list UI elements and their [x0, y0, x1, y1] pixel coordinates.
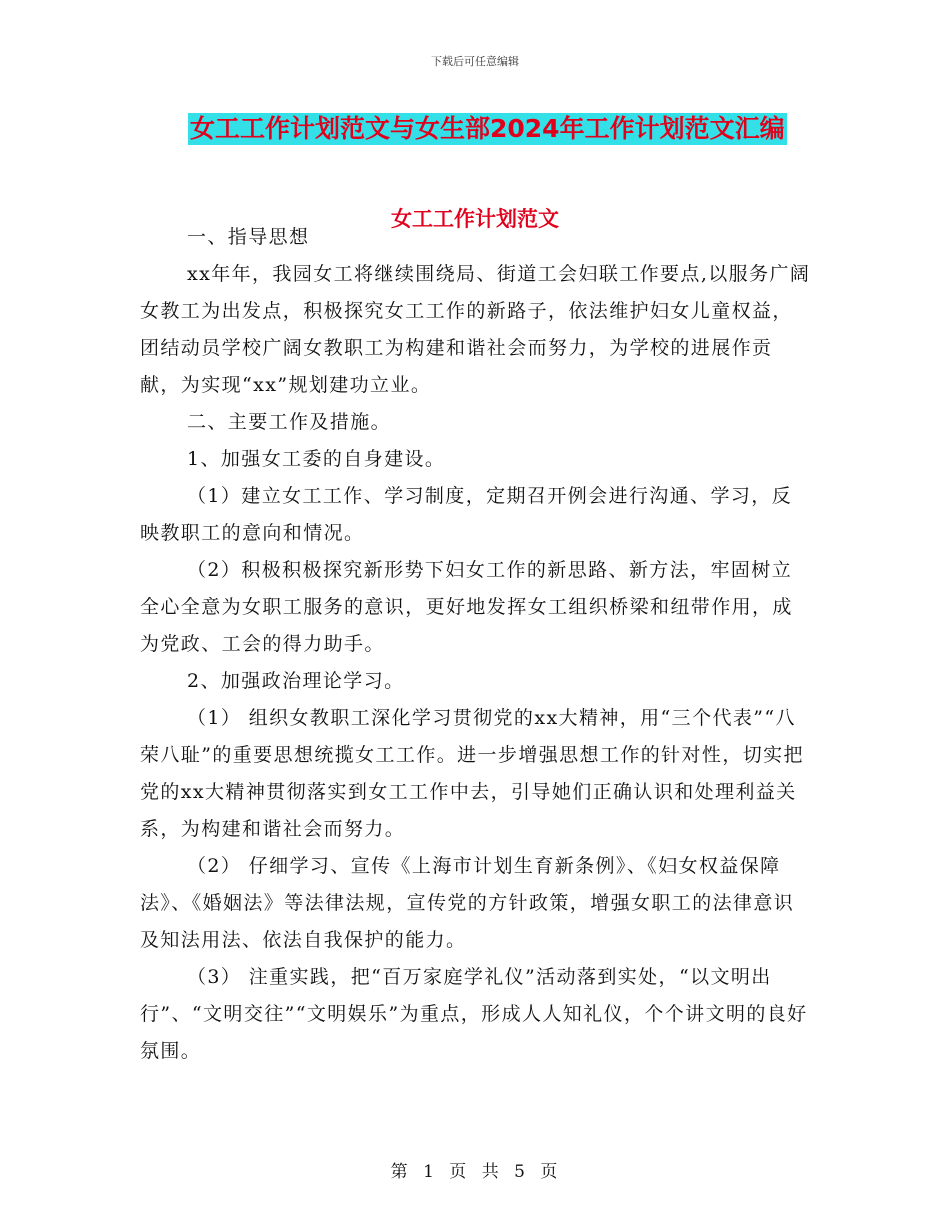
paragraph-heading-guiding-thought: 一、指导思想 [187, 226, 310, 248]
section-title: 女工工作计划范文 [391, 207, 559, 231]
page-number: 第 1 页 共 5 页 [390, 1162, 560, 1182]
paragraph: xx年年，我园女工将继续围绕局、街道工会妇联工作要点,以服务广阔女教工为出发点，积极探究女工工作的新路子，依法维护妇女儿童权益，团结动员学校广阔女教职工为构建和谐社会而努力，为学校的进展作贡献，为实现“xx”规划建功立业。 [140, 263, 811, 396]
paragraph: （1）建立女工工作、学习制度，定期召开例会进行沟通、学习，反映教职工的意向和情况。 [140, 485, 793, 544]
paragraph-heading-1: 1、加强女工委的自身建设。 [187, 448, 446, 470]
header-note: 下载后可任意编辑 [431, 55, 519, 68]
paragraph: （3） 注重实践，把“百万家庭学礼仪”活动落到实处，“以文明出行”、“文明交往”“文明娱乐”为重点，形成人人知礼仪，个个讲文明的良好氛围。 [140, 966, 808, 1062]
paragraph: （2）积极积极探究新形势下妇女工作的新思路、新方法，牢固树立全心全意为女职工服务的意识，更好地发挥女工组织桥梁和纽带作用，成为党政、工会的得力助手。 [140, 559, 793, 655]
document-title: 女工工作计划范文与女生部2024年工作计划范文汇编 [190, 114, 785, 143]
paragraph: （2） 仔细学习、宣传《上海市计划生育新条例》、《妇女权益保障法》、《婚姻法》等法律法规，宣传党的方针政策，增强女职工的法律意识及知法用法、依法自我保护的能力。 [140, 855, 795, 951]
paragraph-heading-2: 2、加强政治理论学习。 [187, 670, 405, 692]
document-body [140, 219, 812, 1070]
paragraph: （1） 组织女教职工深化学习贯彻党的xx大精神，用“三个代表”“八荣八耻”的重要思想统揽女工工作。进一步增强思想工作的针对性，切实把党的xx大精神贯彻落实到女工工作中去，引导她们正确认识和处理利益关系，为构建和谐社会而努力。 [140, 707, 804, 840]
paragraph-heading-main-work: 二、主要工作及措施。 [187, 411, 392, 433]
